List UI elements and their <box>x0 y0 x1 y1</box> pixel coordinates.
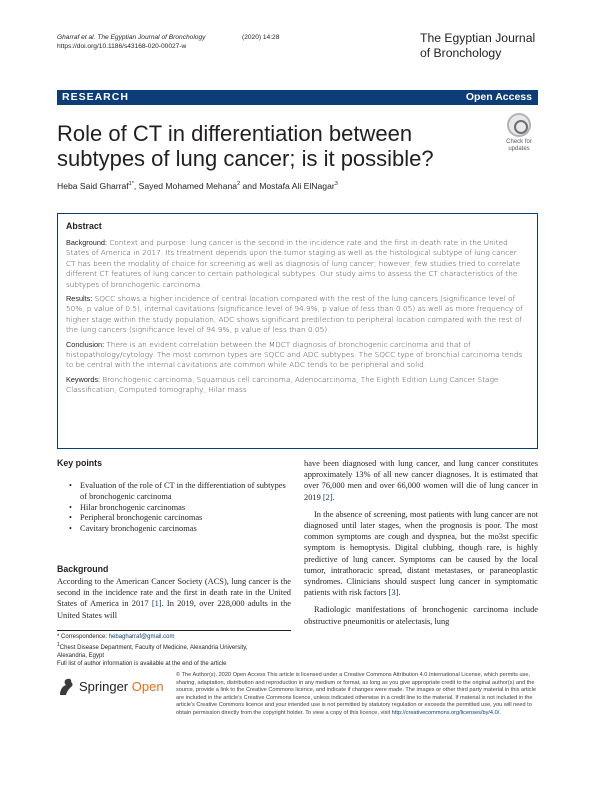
reference-link[interactable]: [3] <box>388 588 399 598</box>
check-updates-icon <box>507 113 531 137</box>
affiliation-city: Alexandria, Egypt <box>57 653 105 659</box>
author-1-affiliation: 1* <box>128 181 134 188</box>
body-paragraph: have been diagnosed with lung cancer, and lung cancer constitutes approximately 13% of all new cancer diagnoses. It is estimated that over 76,000 men and over 66,000 women will die of lung cancer in 2019 [2]. <box>304 459 538 502</box>
section-label: RESEARCH <box>62 91 129 103</box>
footnote <box>57 630 291 668</box>
section-bar <box>57 90 538 105</box>
correspondence-email[interactable]: hebagharraf@gmail.com <box>108 634 175 640</box>
abstract-results: Results: SQCC shows a higher incidence of central location compared with the rest of the lung cancers (significance level of 50%, p value of 0.5), internal cavitations (significance level of 94.9%, p value of less than 0.05) as well as more frequency of higher stage within the study population, ADC shows significant predilection to peripheral location compared with the rest of the lung cancers (significance level of 94.9%, p value of less than 0.05). <box>66 294 523 335</box>
correspondence: * Correspondence: hebagharraf@gmail.com <box>57 634 175 640</box>
journal-name-line2: of Bronchology <box>420 46 502 60</box>
left-column <box>57 458 291 621</box>
check-for-updates-badge[interactable] <box>499 113 539 158</box>
author-3[interactable]: and Mostafa Ali ElNagar <box>240 181 335 191</box>
article-title <box>57 121 477 171</box>
journal-name <box>420 31 570 61</box>
check-updates-label <box>499 139 539 153</box>
badge-line1: Check for <box>506 139 532 145</box>
abstract-heading: Abstract <box>66 221 102 231</box>
list-item: • Hilar bronchogenic carcinomas <box>69 503 291 514</box>
doi-link[interactable]: https://doi.org/10.1186/s43168-020-00027-w <box>57 43 187 50</box>
affiliation: $^1$Chest Disease Department, Faculty of Medicine, Alexandria University, <box>57 642 248 651</box>
abstract-body <box>66 238 529 400</box>
author-1[interactable]: Heba Said Gharraf <box>57 181 129 191</box>
full-author-info: Full list of author information is available at the end of the article <box>57 661 227 667</box>
title-line1: Role of CT in differentiation between <box>57 121 413 146</box>
reference-link[interactable]: [1] <box>151 599 162 609</box>
citation: Gharraf et al. The Egyptian Journal of Bronchology <box>57 34 206 41</box>
list-item: • Cavitary bronchogenic carcinomas <box>69 524 291 535</box>
abstract-keywords: Keywords: Bronchogenic carcinoma, Squamous cell carcinoma, Adenocarcinoma, The Eighth Edition Lung Cancer Stage Classification, Computed tomography, Hilar mass <box>66 374 499 395</box>
badge-line2: updates <box>508 146 530 152</box>
body-paragraph: In the absence of screening, most patients with lung cancer are not diagnosed until later stages, when the prognosis is poor. The most common symptoms are cough and dyspnea, but the mo3st specific symptom is hemoptysis. Digital clubbing, though rare, is highly predictive of lung cancer. Symptoms can be caused by the local tumor, intrathoracic spread, distant metastases, or paraneoplastic syndromes. Clinicians should suspect lung cancer in symptomatic patients with risk factors [3]. <box>304 509 538 598</box>
key-points-heading: Key points <box>57 458 102 468</box>
springer-open-wordmark: Springer Open <box>79 679 164 694</box>
right-column <box>304 458 538 627</box>
body-paragraph: Radiologic manifestations of bronchogenic carcinoma include obstructive pneumonitis or atelectasis, lung <box>304 605 538 626</box>
springer-horse-icon <box>57 677 75 697</box>
list-item: • Evaluation of the role of CT in the differentiation of subtypes of bronchogenic carcinoma <box>69 481 291 503</box>
abstract-background: Background: Context and purpose: lung cancer is the second in the incidence rate and the first in death rate in the United States of America in 2017. Its treatment depends upon the tumor staging as well as the histological subtype of lung cancer. CT has been the modality of choice for screening as well as diagnosis of lung cancer; however, few studies tried to correlate different CT features of lung cancer to certain pathological subtypes. Our study aims to assess the CT characteristics of the subtypes of bronchogenic carcinoma. <box>66 238 521 289</box>
journal-name-line1: The Egyptian Journal <box>420 31 536 45</box>
key-points-list <box>57 481 291 535</box>
abstract-conclusion: Conclusion: There is an evident correlation between the MDCT diagnosis of bronchogenic carcinoma and that of histopathology/cytology. The most common types are SQCC and ADC subtypes. The SQCC type of bronchial carcinoma tends to be central with the internal cavitations are common while ADC tends to be peripheral and solid. <box>66 339 523 370</box>
author-list <box>57 181 338 191</box>
license-statement: © The Author(s). 2020 Open Access This article is licensed under a Creative Commons Attribution 4.0 International License, which permits use, sharing, adaptation, distribution and reproduction in any medium or format, as long as you give appropriate credit to the original author(s) and the source, provide a link to the Creative Commons licence, and indicate if changes were made. The images or other third party material in this article are included in the article's Creative Commons licence, unless indicated otherwise in a credit line to the material. If material is not included in the article's Creative Commons licence and your intended use is not permitted by statutory regulation or exceeds the permitted use, you will need to obtain permission directly from the copyright holder. To view a copy of this licence, visit http://creativecommons.org/licenses/by/4.0/. <box>176 672 536 716</box>
license-link[interactable]: http://creativecommons.org/licenses/by/4.0/ <box>391 709 500 716</box>
author-2-affiliation: 2 <box>237 181 241 188</box>
author-2[interactable]: , Sayed Mohamed Mehana <box>133 181 238 191</box>
author-3-affiliation: 3 <box>334 181 338 188</box>
running-header <box>57 33 280 51</box>
open-access-label: Open Access <box>465 91 532 103</box>
background-paragraph: According to the American Cancer Society (ACS), lung cancer is the second in the incidence rate and the first in death rate in the United States of America in 2017 [1]. In 2019, over 228,000 adults in the United States will <box>57 576 292 620</box>
abstract-box <box>57 213 538 449</box>
background-heading: Background <box>57 563 109 574</box>
title-line2: subtypes of lung cancer; is it possible? <box>57 146 434 171</box>
reference-link[interactable]: [2] <box>322 492 333 502</box>
springer-open-logo <box>57 676 172 698</box>
list-item: • Peripheral bronchogenic carcinomas <box>69 513 291 524</box>
year-volume: (2020) 14:28 <box>242 34 280 41</box>
